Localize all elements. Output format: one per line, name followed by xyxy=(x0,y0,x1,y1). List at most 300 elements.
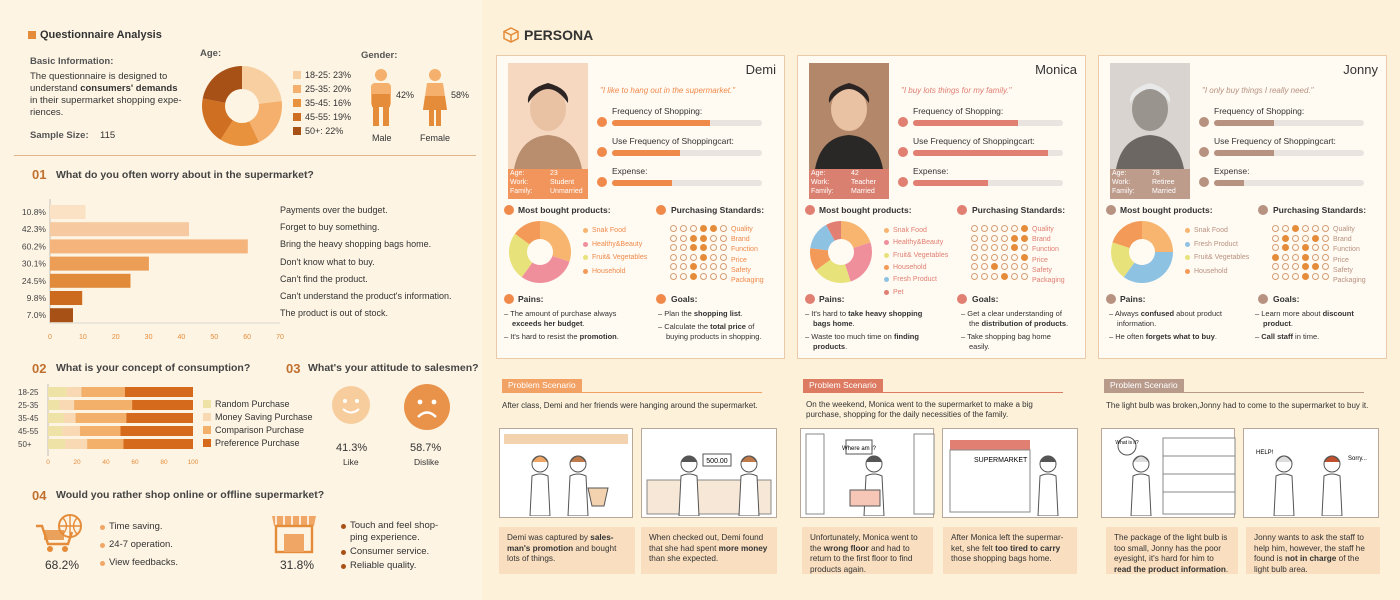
standard-dot xyxy=(710,254,717,261)
goal-bold: discount xyxy=(1322,309,1354,318)
scenario-tag: Problem Scenario xyxy=(803,379,883,392)
goal-item: – Get a clear understanding of xyxy=(961,309,1062,318)
standard-dot xyxy=(690,273,697,280)
cart-icon xyxy=(597,147,607,157)
standard-dot xyxy=(720,235,727,242)
calendar-icon xyxy=(597,117,607,127)
scenario-desc: The light bulb was broken,Jonny had to come to the supermarket to buy it. xyxy=(1106,401,1369,410)
male-pct: 42% xyxy=(396,90,415,100)
q02-legend-item xyxy=(203,438,313,451)
q01-answer: Can't find the product. xyxy=(280,273,368,284)
standard-dot xyxy=(680,254,687,261)
pain-item: – It's hard to take heavy shopping xyxy=(805,309,923,318)
product-item xyxy=(583,268,625,277)
metric-fill xyxy=(612,150,680,156)
q02-question: What is your concept of consumption? xyxy=(56,362,251,374)
info-label: Work: xyxy=(510,179,529,186)
age-legend-item xyxy=(293,112,351,126)
bullet-dot xyxy=(341,524,346,529)
age-legend-label: 35-45: 16% xyxy=(305,98,352,108)
persona-quote: "I only buy things I really need." xyxy=(1202,86,1314,95)
standard-dot xyxy=(1001,254,1008,261)
standard-label: Price xyxy=(731,256,747,264)
standard-dot xyxy=(720,273,727,280)
standard-dot xyxy=(1272,244,1279,251)
q02-segment xyxy=(125,387,193,397)
story-bold: not in charge xyxy=(1284,554,1337,564)
standard-dot xyxy=(1011,263,1018,270)
sorry-text: Sorry... xyxy=(1348,456,1367,462)
story-text: When checked out, Demi found that she had spent xyxy=(649,533,764,553)
metric-label: Use Frequency of Shoppingcart: xyxy=(612,136,734,146)
online-reasons xyxy=(100,521,178,575)
scenario-desc: purchase, shopping for the daily necessities of the family. xyxy=(806,410,1009,419)
q01-question: What do you often worry about in the supermarket? xyxy=(56,169,314,181)
q01-answer: Forget to buy something. xyxy=(280,222,380,233)
product-label: Snak Food xyxy=(592,227,626,234)
bullet-dot xyxy=(341,550,346,555)
q02-segment xyxy=(81,387,125,397)
pain-face-icon xyxy=(504,294,514,304)
pain-text: Always xyxy=(1114,309,1141,318)
bubble-text: Where am i? xyxy=(841,446,877,452)
age-legend-item xyxy=(293,84,351,98)
standard-dot xyxy=(690,263,697,270)
q01-bar xyxy=(50,222,189,236)
info-value: Teacher xyxy=(851,179,876,186)
donut-hole xyxy=(527,239,553,265)
online-reason-text: 24-7 operation. xyxy=(109,539,173,550)
standard-dot xyxy=(1322,273,1329,280)
q01-bar xyxy=(50,291,82,305)
product-item xyxy=(884,276,937,285)
q02-row-label: 45-55 xyxy=(18,427,39,436)
offline-reasons xyxy=(341,520,438,574)
metric-fill xyxy=(612,120,710,126)
standards-icon xyxy=(957,205,967,215)
standard-dot xyxy=(1282,225,1289,232)
metric-fill xyxy=(1214,150,1274,156)
questionnaire-title: Questionnaire Analysis xyxy=(40,29,162,41)
q04-number: 04 xyxy=(32,488,47,503)
metric-label: Expense: xyxy=(913,166,949,176)
info-label: Age: xyxy=(1112,170,1127,177)
legend-dot xyxy=(884,253,889,258)
age-donut-chart xyxy=(200,64,284,148)
goal-bold: shopping list xyxy=(693,309,741,318)
story-text: After Monica left the supermar-ket, she felt xyxy=(951,533,1064,553)
pain-face-icon xyxy=(1106,294,1116,304)
standard-dot xyxy=(1282,273,1289,280)
help-text: HELP! xyxy=(1256,450,1274,456)
product-label: Snak Food xyxy=(893,227,927,234)
standard-label: Quality xyxy=(731,226,753,233)
q02-segment xyxy=(132,400,193,410)
story-text: The package of the light bulb is too small, Jonny has the poor eyesight, it's hard for him to xyxy=(1114,533,1228,564)
female-pct: 58% xyxy=(451,90,470,100)
product-label: Fresh Product xyxy=(1194,240,1238,248)
age-label: Age: xyxy=(200,48,222,59)
standard-dot xyxy=(1302,254,1309,261)
yen-icon xyxy=(597,177,607,187)
q01-bar xyxy=(50,205,85,219)
donut-hole xyxy=(1129,239,1155,265)
q02-legend-label: Preference Purchase xyxy=(215,438,300,448)
q02-number: 02 xyxy=(32,361,47,376)
legend-dot xyxy=(583,242,588,247)
sample-size-value: 115 xyxy=(100,130,116,141)
q02-segment xyxy=(48,400,60,410)
legend-swatch xyxy=(203,439,211,447)
legend-swatch xyxy=(293,99,301,107)
standard-dot xyxy=(1312,244,1319,251)
offline-reason-text: Consumer service. xyxy=(350,545,430,557)
product-label: Snak Food xyxy=(1194,227,1228,234)
pain-bold: products xyxy=(813,342,846,351)
standard-dot xyxy=(690,244,697,251)
story-text: of the light bulb area. xyxy=(1254,554,1360,574)
yen-icon xyxy=(1199,177,1209,187)
standard-dot xyxy=(1282,235,1289,242)
story-caption: The package of the light bulb is too small, Jonny has the poor eyesight, it's hard for him to read the product information. xyxy=(1106,527,1238,574)
goal-text: Take shopping bag home xyxy=(967,332,1051,341)
q02-segment xyxy=(123,439,193,449)
info-value: Married xyxy=(851,188,875,195)
goal-item: – Call staff in time. xyxy=(1255,332,1320,341)
standard-dot xyxy=(1282,254,1289,261)
scenario-text xyxy=(502,401,758,411)
standard-dot xyxy=(1322,225,1329,232)
male-label: Male xyxy=(372,133,392,143)
info-label: Age: xyxy=(510,170,525,177)
standard-label: Brand xyxy=(731,236,750,244)
pain-item: – Always confused about product xyxy=(1109,309,1222,318)
standard-dot xyxy=(991,273,998,280)
standard-dot xyxy=(710,273,717,280)
standard-dot xyxy=(1292,273,1299,280)
offline-reason xyxy=(341,520,438,532)
legend-swatch xyxy=(293,71,301,79)
metric-fill xyxy=(612,180,672,186)
q01-bar xyxy=(50,239,248,253)
standard-dot xyxy=(1282,263,1289,270)
products-label: Most bought products: xyxy=(518,205,611,215)
product-item xyxy=(884,227,927,236)
metric-label: Expense: xyxy=(1214,166,1250,176)
goal-bold: distribution of products xyxy=(981,319,1067,328)
goal-item-cont: product. xyxy=(1263,319,1294,328)
q02-legend-item xyxy=(203,399,313,412)
story-bold: more money xyxy=(718,543,768,553)
q01-tick: 40 xyxy=(177,334,186,341)
dislike-pct: 58.7% xyxy=(410,442,442,454)
standards-icon xyxy=(1258,205,1268,215)
product-item xyxy=(884,239,943,248)
q01-answer: Don't know what to buy. xyxy=(280,256,375,267)
legend-swatch xyxy=(203,413,211,421)
portrait-icon xyxy=(508,63,588,169)
q01-bar xyxy=(50,257,149,271)
basic-info-text-1: The questionnaire is designed to xyxy=(30,71,168,82)
q02-segment xyxy=(121,426,194,436)
story-caption xyxy=(499,527,635,574)
scenario-divider xyxy=(1104,392,1364,393)
standard-dot xyxy=(710,244,717,251)
pains-label: Pains: xyxy=(1120,294,1146,304)
standard-label: Brand xyxy=(1032,236,1051,244)
products-donut xyxy=(809,220,873,284)
info-label: Work: xyxy=(811,179,830,186)
standard-dot xyxy=(1302,273,1309,280)
pain-text: Waste too much time on xyxy=(811,332,894,341)
metric-bar xyxy=(913,150,1063,156)
standard-dot xyxy=(981,244,988,251)
standard-dot xyxy=(680,235,687,242)
male-icon xyxy=(367,68,395,128)
q01-tick: 0 xyxy=(48,334,52,341)
q02-segment xyxy=(74,400,132,410)
story-illustration xyxy=(643,430,775,516)
sad-face-icon xyxy=(403,383,451,431)
product-label: Fruit& Vegetables xyxy=(592,254,648,261)
q02-row-label: 18-25 xyxy=(18,388,39,397)
goal-text: of xyxy=(745,322,755,331)
goal-text: buying products in shopping. xyxy=(666,332,762,341)
product-label: Healthy&Beauty xyxy=(893,239,944,247)
pain-bold: forgets what to buy xyxy=(1145,332,1215,341)
sample-size-label: Sample Size: xyxy=(30,130,89,141)
metric-fill xyxy=(1214,120,1274,126)
products-donut xyxy=(1110,220,1174,284)
q02-segment xyxy=(48,426,63,436)
standards-grid xyxy=(971,225,1031,280)
goal-item-cont xyxy=(666,332,761,341)
price-tag-text: 500.00 xyxy=(706,458,728,465)
metric-bar xyxy=(913,180,1063,186)
product-item xyxy=(1185,241,1238,250)
q02-segment xyxy=(48,413,64,423)
cart-icon xyxy=(898,147,908,157)
legend-dot xyxy=(884,265,889,270)
story-caption xyxy=(1246,527,1380,574)
standard-dot xyxy=(680,225,687,232)
q02-row-label: 25-35 xyxy=(18,401,39,410)
goal-item: – Calculate the total price of xyxy=(658,322,755,331)
q01-tick: 20 xyxy=(111,334,120,341)
bullet-dot xyxy=(100,561,105,566)
age-legend-item xyxy=(293,70,351,84)
standard-label: Quality xyxy=(1032,226,1054,233)
standard-dot xyxy=(700,273,707,280)
portrait-icon xyxy=(809,63,889,169)
metric-label: Frequency of Shopping: xyxy=(1214,106,1305,116)
info-value: Retiree xyxy=(1152,179,1175,186)
q02-segment xyxy=(80,426,121,436)
standards-icon xyxy=(656,205,666,215)
standard-dot xyxy=(720,254,727,261)
q02-legend-label: Money Saving Purchase xyxy=(215,412,313,422)
standard-dot xyxy=(670,225,677,232)
standard-dot xyxy=(1292,235,1299,242)
q01-pct-label: 42.3% xyxy=(21,224,46,235)
product-label: Fresh Product xyxy=(893,276,937,284)
standard-label: Packaging xyxy=(1032,277,1065,284)
standard-dot xyxy=(1001,263,1008,270)
q02-segment xyxy=(65,439,87,449)
product-item xyxy=(583,241,642,250)
donut-hole xyxy=(828,239,854,265)
pain-item: – It's hard to resist the promotion. xyxy=(504,332,619,341)
scenario-text xyxy=(1106,401,1368,411)
goals-label: Goals: xyxy=(972,294,999,304)
standard-dot xyxy=(700,235,707,242)
age-legend-item xyxy=(293,126,351,140)
info-label: Work: xyxy=(1112,179,1131,186)
story-text: than she expected. xyxy=(649,554,719,564)
standard-dot xyxy=(1302,225,1309,232)
legend-dot xyxy=(583,269,588,274)
standard-dot xyxy=(1322,244,1329,251)
standard-dot xyxy=(690,225,697,232)
q02-segment xyxy=(48,387,67,397)
scenario-divider xyxy=(803,392,1063,393)
metric-label: Frequency of Shopping: xyxy=(612,106,703,116)
calendar-icon xyxy=(1199,117,1209,127)
pain-item-cont xyxy=(1117,319,1156,328)
smile-face-icon xyxy=(331,385,371,425)
info-value: 78 xyxy=(1152,170,1160,177)
info-value: 23 xyxy=(550,170,558,177)
scenario-desc: After class, Demi and her friends were hanging around the supermarket. xyxy=(502,401,758,410)
story-text: and bought lots of things. xyxy=(507,543,617,564)
legend-dot xyxy=(1185,255,1190,260)
product-item xyxy=(1185,227,1228,236)
standard-dot xyxy=(680,263,687,270)
standard-label: Safety xyxy=(1333,266,1353,274)
pain-bold: bags home xyxy=(813,319,853,328)
persona-title: PERSONA xyxy=(524,27,594,43)
standard-dot xyxy=(981,263,988,270)
standard-dot xyxy=(1322,254,1329,261)
story-illustration xyxy=(500,430,632,516)
metric-bar xyxy=(612,180,762,186)
q02-segment xyxy=(76,413,127,423)
offline-reason xyxy=(341,546,438,560)
standard-dot xyxy=(971,254,978,261)
story-caption xyxy=(641,527,777,574)
standard-label: Packaging xyxy=(731,277,764,284)
standard-dot xyxy=(710,263,717,270)
metric-label: Expense: xyxy=(612,166,648,176)
q01-bar-chart xyxy=(12,195,302,345)
goal-bold: product xyxy=(1263,319,1291,328)
product-item xyxy=(884,252,948,261)
box-icon xyxy=(503,27,519,43)
standard-dot xyxy=(991,254,998,261)
goal-text: Plan the xyxy=(664,309,694,318)
goal-check-icon xyxy=(957,294,967,304)
goal-check-icon xyxy=(1258,294,1268,304)
pain-item: – He often forgets what to buy. xyxy=(1109,332,1217,341)
persona-quote: "I like to hang out in the supermarket." xyxy=(600,86,736,95)
goal-text: Calculate the xyxy=(664,322,711,331)
age-legend-label: 50+: 22% xyxy=(305,126,344,136)
section-divider xyxy=(14,155,476,156)
pain-item: – The amount of purchase always xyxy=(504,309,617,318)
pain-text: It's hard to resist the xyxy=(510,332,580,341)
q01-pct-label: 9.8% xyxy=(26,293,46,303)
q03-question: What's your attitude to salesmen? xyxy=(308,362,479,374)
standards-label: Purchasing Standards: xyxy=(671,205,765,215)
q01-answer: The product is out of stock. xyxy=(280,308,389,319)
standards-label: Purchasing Standards: xyxy=(972,205,1066,215)
q02-legend-label: Comparison Purchase xyxy=(215,425,305,435)
goal-bold: total price xyxy=(710,322,746,331)
story-illustration xyxy=(1248,430,1380,516)
product-label: Household xyxy=(592,267,626,275)
metric-bar xyxy=(612,150,762,156)
female-icon xyxy=(421,68,449,128)
standard-dot xyxy=(1292,254,1299,261)
goal-item: – Plan the shopping list. xyxy=(658,309,743,318)
standard-dot xyxy=(710,235,717,242)
standard-label: Function xyxy=(731,246,758,254)
standard-dot xyxy=(1001,235,1008,242)
title-bullet-icon xyxy=(28,31,36,39)
legend-dot xyxy=(1185,242,1190,247)
q01-pct-label: 7.0% xyxy=(26,310,46,321)
standard-dot xyxy=(1272,225,1279,232)
standard-label: Quality xyxy=(1333,226,1355,233)
story-text: Unfortunately, Monica went to the xyxy=(810,533,918,553)
goal-text: Learn more about xyxy=(1261,309,1323,318)
pain-text: information. xyxy=(1117,319,1157,328)
standard-dot xyxy=(1292,244,1299,251)
goal-item: – Take shopping bag home xyxy=(961,332,1051,341)
standard-dot xyxy=(991,244,998,251)
standard-dot xyxy=(1021,263,1028,270)
basic-info-heading: Basic Information: xyxy=(30,56,114,67)
bullet-dot xyxy=(100,543,105,548)
yen-icon xyxy=(898,177,908,187)
q01-bar xyxy=(50,274,131,288)
standard-dot xyxy=(1011,244,1018,251)
pain-bold: promotion xyxy=(579,332,617,341)
dislike-label: Dislike xyxy=(414,457,440,467)
portrait-icon xyxy=(1110,63,1190,169)
products-donut xyxy=(508,220,572,284)
age-legend-label: 45-55: 19% xyxy=(305,112,352,122)
q01-pct-label: 60.2% xyxy=(21,241,46,252)
goal-text: Get a clear understanding of xyxy=(967,309,1062,318)
q01-pct-label: 30.1% xyxy=(21,258,46,269)
calendar-icon xyxy=(898,117,908,127)
standard-dot xyxy=(1021,225,1028,232)
info-value: Married xyxy=(1152,188,1176,195)
standard-dot xyxy=(1011,225,1018,232)
goals-label: Goals: xyxy=(671,294,698,304)
standard-dot xyxy=(991,263,998,270)
standard-dot xyxy=(1312,225,1319,232)
questionnaire-panel xyxy=(0,0,482,600)
products-label: Most bought products: xyxy=(1120,205,1213,215)
store-icon xyxy=(270,512,318,554)
standard-dot xyxy=(1282,244,1289,251)
info-label: Age: xyxy=(811,170,826,177)
standard-dot xyxy=(700,244,707,251)
goal-text: the xyxy=(969,319,982,328)
pain-bold: confused xyxy=(1140,309,1175,318)
